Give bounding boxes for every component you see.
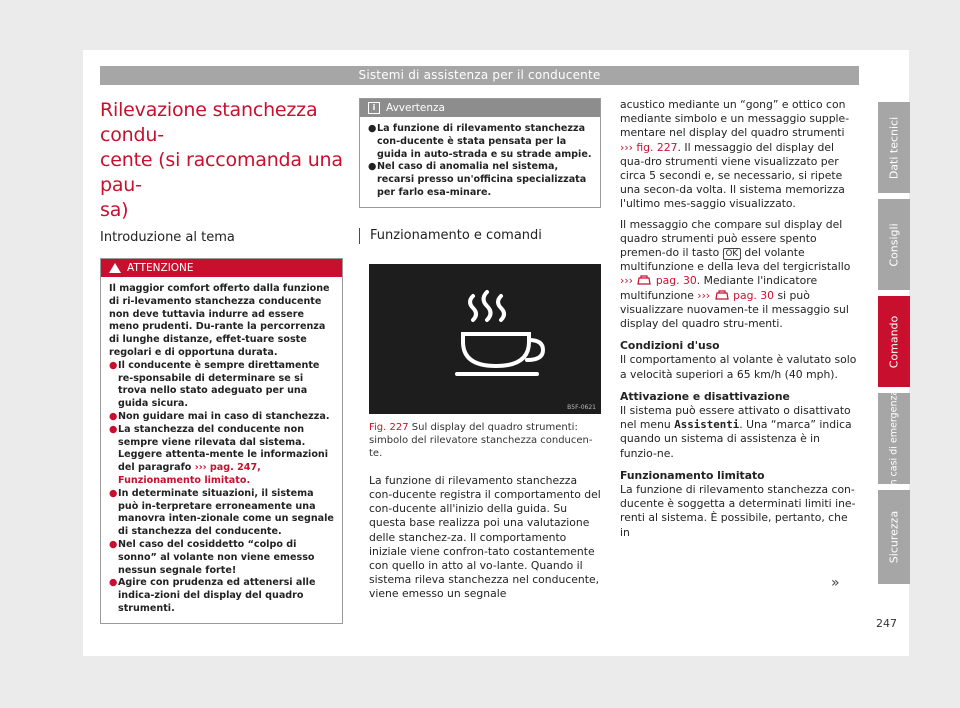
car-book-icon	[714, 289, 730, 301]
page-number: 247	[876, 617, 897, 630]
notice-bullet: ● Nel caso di anomalia nel sistema, recarsi presso un'officina specializzata per farlo esa-minare.	[368, 161, 587, 198]
page-link[interactable]: ››› pag. 30	[697, 288, 775, 302]
figure-caption: Fig. 227 Sul display del quadro strumenti: simbolo del rilevatore stanchezza conducen-te.	[369, 421, 593, 459]
figure-code: B5F-0621	[567, 403, 596, 411]
info-icon: i	[368, 102, 380, 114]
warning-icon	[109, 263, 121, 273]
notice-body	[360, 117, 600, 207]
warning-intro: Il maggior comfort offerto dalla funzione di ri-levamento stanchezza conducente non deve tuttavia indurre ad essere meno prudenti. Du-rante la percorrenza di lunghe distanze, effet-tuare soste regolari e di opportuna durata.	[109, 283, 330, 358]
tab-consigli[interactable]: Consigli	[878, 199, 910, 290]
warning-body	[101, 277, 342, 623]
bullet-icon: ●	[109, 487, 118, 499]
warning-bullet: ● Agire con prudenza ed attenersi alle indica-zioni del display del quadro strumenti.	[109, 577, 316, 614]
column-2	[359, 98, 601, 602]
warning-bullet: ● Non guidare mai in caso di stanchezza.	[109, 410, 330, 422]
bullet-icon: ●	[109, 410, 118, 422]
warning-bullet: ● Nel caso del cosiddetto “colpo di sonno” al volante non viene emesso nessun segnale forte!	[109, 538, 315, 576]
body-paragraph: Il comportamento al volante è valutato solo a velocità superiori a 65 km/h (40 mph).	[620, 353, 857, 381]
tab-emergenza[interactable]: In casi di emergenza	[878, 393, 910, 484]
warning-box	[100, 258, 343, 624]
bullet-icon: ●	[109, 577, 118, 589]
bullet-icon: ●	[368, 123, 377, 134]
warning-title: ATTENZIONE	[127, 262, 194, 274]
warning-box-header	[101, 259, 342, 277]
bullet-icon: ●	[109, 538, 118, 550]
section-heading: Funzionamento e comandi	[359, 228, 601, 244]
warning-bullet: ● La stanchezza del conducente non sempre viene rilevata dal sistema. Leggere attenta-mente le informazioni del paragrafo ››› pag. 247, Funzionamento limitato.	[109, 423, 329, 486]
notice-box	[359, 98, 601, 208]
notice-bullet: ● La funzione di rilevamento stanchezza con-ducente è stata pensata per la guida in auto-strada e su strade ampie.	[368, 123, 592, 160]
notice-box-header	[360, 99, 600, 117]
body-paragraph: La funzione di rilevamento stanchezza con-ducente è soggetta a determinati limiti ine-renti al sistema. È possibile, pertanto, che in	[620, 483, 856, 539]
subsection-title: Introduzione al tema	[100, 230, 235, 245]
coffee-cup-icon	[369, 264, 601, 414]
notice-title: Avvertenza	[386, 102, 445, 114]
warning-bullet: ● In determinate situazioni, il sistema può in-terpretare erroneamente una manovra inten-zionale come un segnale di stanchezza del conducente.	[109, 487, 334, 538]
body-paragraph: Il sistema può essere attivato o disattivato nel menu Assistenti. Una “marca” indica quando un sistema di assistenza è in funzio-ne.	[620, 404, 852, 460]
figure-label: Fig. 227	[369, 421, 409, 433]
bullet-icon: ●	[109, 423, 118, 435]
figure-coffee-cup	[369, 264, 601, 414]
column-1	[100, 98, 343, 624]
continue-arrow-icon: »	[831, 575, 840, 591]
page-link[interactable]: ››› pag. 30	[620, 274, 697, 288]
menu-name: Assistenti	[674, 418, 740, 432]
car-book-icon	[636, 274, 652, 286]
body-paragraph: acustico mediante un “gong” e ottico con mediante simbolo e un messaggio supple-mentare nel display del quadro strumenti ››› fig. 227. Il messaggio del display del qua-dro strumenti viene visualizzato per circa 5 secondi e, se necessario, si ripete una secon-da volta. Il sistema memorizza l'ultimo mes-saggio visualizzato.	[620, 98, 850, 211]
ok-key-icon: OK	[723, 248, 741, 260]
subheading: Funzionamento limitato	[620, 468, 765, 482]
figure-link[interactable]: ››› fig. 227	[620, 140, 678, 154]
warning-bullet: ● Il conducente è sempre direttamente re-sponsabile di determinare se si trova nello stato adeguato per una guida sicura.	[109, 359, 320, 410]
column-3	[620, 98, 860, 540]
subheading: Attivazione e disattivazione	[620, 389, 790, 403]
body-paragraph: La funzione di rilevamento stanchezza con-ducente registra il comportamento del con-ducente all'inizio della guida. Su questa base realizza poi una valutazione delle stanchez-za. Il comportamento iniziale viene confron-tato costantemente con quello in atto al vo-lante. Quando il sistema rileva stanchezza nel conducente, viene emesso un segnale	[369, 473, 601, 601]
bullet-icon: ●	[368, 161, 377, 173]
tab-sicurezza[interactable]: Sicurezza	[878, 490, 910, 584]
bullet-icon: ●	[109, 359, 118, 371]
tab-comando[interactable]: Comando	[878, 296, 910, 387]
section-title: Rilevazione stanchezza condu- cente (si raccomanda una pau- sa)	[100, 99, 343, 221]
body-paragraph: Il messaggio che compare sul display del quadro strumenti può essere spento premen-do il tasto OK del volante multifunzione e della leva del tergicristallo ››› pag. 30. Mediante l'indicatore multifunzione ››› pag. 30 si può visualizzare nuovamen-te il messaggio sul display del quadro stru-menti.	[620, 217, 851, 331]
tab-dati-tecnici[interactable]: Dati tecnici	[878, 102, 910, 193]
page-link[interactable]: ››› pag. 247, Funzionamento limitato.	[118, 462, 261, 486]
running-header: Sistemi di assistenza per il conducente	[100, 66, 859, 85]
subheading: Condizioni d'uso	[620, 339, 720, 353]
